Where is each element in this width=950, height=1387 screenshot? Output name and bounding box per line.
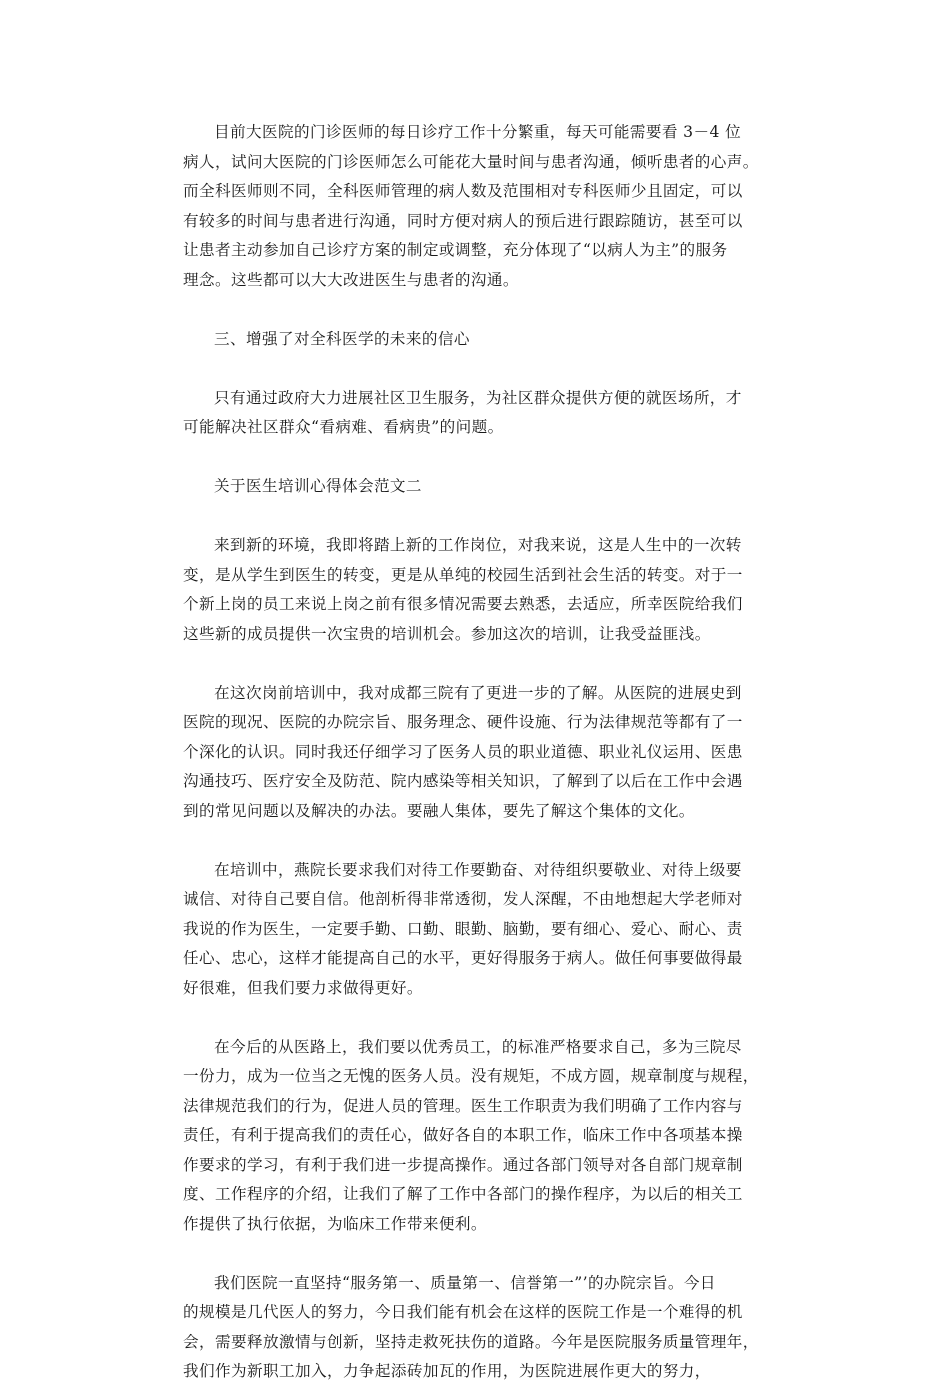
text-line: 我们作为新职工加入，力争起添砖加瓦的作用，为医院进展作更大的努力， [183, 1362, 711, 1380]
section-heading-essay-two: 关于医生培训心得体会范文二 [214, 477, 422, 495]
text-line: 诚信、对待自己要自信。他剖析得非常透彻，发人深醒，不由地想起大学老师对 [183, 890, 743, 908]
text-line: 度、工作程序的介绍，让我们了解了工作中各部门的操作程序，为以后的相关工 [183, 1185, 743, 1203]
paragraph-future-career [183, 1033, 775, 1240]
text-line: 的规模是几代医人的努力，今日我们能有机会在这样的医院工作是一个难得的机 [183, 1303, 743, 1321]
text-line: 到的常见问题以及解决的办法。要融人集体，要先了解这个集体的文化。 [183, 801, 695, 820]
paragraph-hospital-tenet [183, 1269, 775, 1387]
text-line: 目前大医院的门诊医师的每日诊疗工作十分繁重，每天可能需要看 3－4 位 [214, 123, 742, 141]
text-line: 而全科医师则不同，全科医师管理的病人数及范围相对专科医师少且固定，可以 [183, 182, 743, 200]
section-heading-confidence: 三、增强了对全科医学的未来的信心 [214, 329, 470, 348]
text-line: 病人，试问大医院的门诊医师怎么可能花大量时间与患者沟通，倾听患者的心声。 [183, 152, 759, 171]
paragraph-gap [183, 354, 775, 384]
text-line: 一份力，成为一位当之无愧的医务人员。没有规矩，不成方圆，规章制度与规程， [183, 1067, 759, 1085]
text-line: 我说的作为医生，一定要手勤、口勤、眼勤、脑勤，要有细心、爱心、耐心、责 [183, 919, 743, 938]
text-line: 责任，有利于提高我们的责任心，做好各自的本职工作，临床工作中各项基本操 [183, 1126, 743, 1144]
paragraph-doctor-communication [183, 118, 775, 295]
text-line: 理念。这些都可以大大改进医生与患者的沟通。 [183, 270, 519, 289]
text-line: 在今后的从医路上，我们要以优秀员工，的标准严格要求自己，多为三院尽 [214, 1037, 742, 1056]
paragraph-dean-requirements [183, 856, 775, 1004]
text-line: 任心、忠心，这样才能提高自己的水平，更好得服务于病人。做任何事要做得最 [183, 949, 743, 967]
document-body [183, 118, 775, 1387]
text-line: 让患者主动参加自己诊疗方案的制定或调整，充分体现了“以病人为主”的服务 [183, 241, 728, 259]
paragraph-community-health [183, 384, 775, 443]
paragraph-gap [183, 502, 775, 532]
paragraph-gap [183, 1239, 775, 1269]
paragraph-gap [183, 1003, 775, 1033]
paragraph-gap [183, 443, 775, 473]
paragraph-new-environment [183, 531, 775, 649]
text-line: 只有通过政府大力进展社区卫生服务，为社区群众提供方便的就医场所，才 [214, 388, 742, 407]
text-line: 有较多的时间与患者进行沟通，同时方便对病人的预后进行跟踪随访，甚至可以 [183, 211, 743, 230]
text-line: 法律规范我们的行为，促进人员的管理。医生工作职责为我们明确了工作内容与 [183, 1096, 743, 1115]
text-line: 会，需要释放激情与创新，坚持走救死扶伤的道路。今年是医院服务质量管理年， [183, 1332, 759, 1351]
paragraph-gap [183, 649, 775, 679]
text-line: 可能解决社区群众“看病难、看病贵”的问题。 [183, 418, 504, 436]
text-line: 好很难，但我们要力求做得更好。 [183, 978, 423, 997]
text-line: 变，是从学生到医生的转变，更是从单纯的校园生活到社会生活的转变。对于一 [183, 565, 743, 584]
text-line: 作提供了执行依据，为临床工作带来便利。 [183, 1214, 487, 1233]
text-line: 医院的现况、医院的办院宗旨、服务理念、硬件设施、行为法律规范等都有了一 [183, 713, 743, 731]
text-line: 个新上岗的员工来说上岗之前有很多情况需要去熟悉，去适应，所幸医院给我们 [183, 595, 743, 613]
paragraph-pre-job-training [183, 679, 775, 827]
text-line: 我们医院一直坚持“服务第一、质量第一、信誉第一”’的办院宗旨。今日 [214, 1273, 716, 1292]
paragraph-gap [183, 295, 775, 325]
text-line: 在这次岗前培训中，我对成都三院有了更进一步的了解。从医院的进展史到 [214, 683, 742, 702]
text-line: 沟通技巧、医疗安全及防范、院内感染等相关知识，了解到了以后在工作中会遇 [183, 772, 743, 790]
text-line: 来到新的环境，我即将踏上新的工作岗位，对我来说，这是人生中的一次转 [214, 536, 742, 554]
text-line: 个深化的认识。同时我还仔细学习了医务人员的职业道德、职业礼仪运用、医患 [183, 742, 743, 761]
text-line: 这些新的成员提供一次宝贵的培训机会。参加这次的培训，让我受益匪浅。 [183, 624, 711, 643]
paragraph-gap [183, 826, 775, 856]
text-line: 作要求的学习，有利于我们进一步提高操作。通过各部门领导对各自部门规章制 [183, 1155, 743, 1174]
text-line: 在培训中，燕院长要求我们对待工作要勤奋、对待组织要敬业、对待上级要 [214, 860, 742, 879]
